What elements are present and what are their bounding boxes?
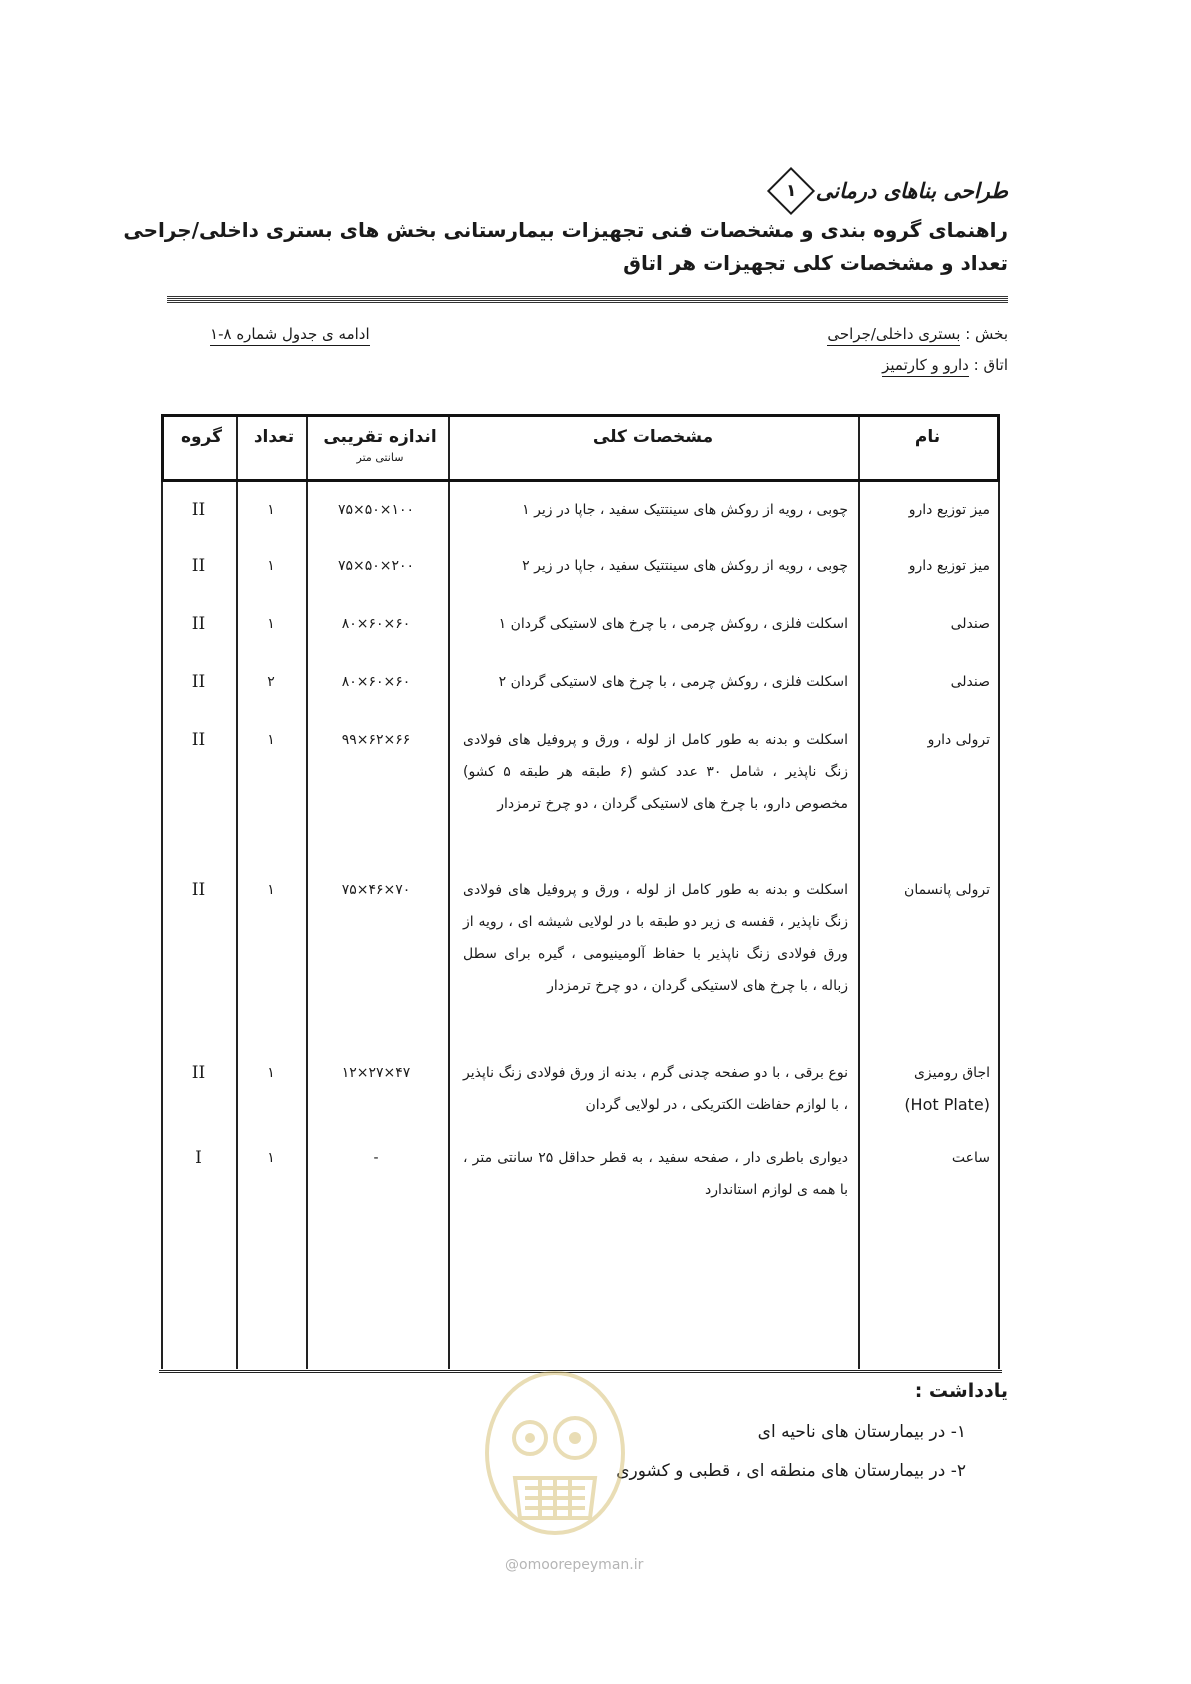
cell-name: ساعت <box>951 1150 990 1166</box>
cell-name-latin: (Hot Plate) <box>904 1095 990 1114</box>
cell-group: II <box>191 500 206 520</box>
room-label: اتاق : <box>973 356 1008 374</box>
notes-title: یادداشت : <box>914 1380 1008 1402</box>
header-size-label: اندازه تقریبی <box>323 427 437 447</box>
table-header <box>161 414 1000 482</box>
cell-group: II <box>191 730 206 750</box>
series-title <box>774 174 1008 208</box>
cell-size: ۱۰۰×۵۰×۷۵ <box>337 502 415 518</box>
series-title-text: طراحی بناهای درمانی <box>815 179 1008 203</box>
cell-size: - <box>373 1150 379 1166</box>
department-value: بستری داخلی/جراحی <box>827 325 960 346</box>
cell-group: II <box>191 880 206 900</box>
column-divider <box>448 414 450 1373</box>
cell-qty: ۱ <box>267 1065 275 1081</box>
cell-size: ۲۰۰×۵۰×۷۵ <box>337 558 415 574</box>
series-number: ۱ <box>785 181 796 202</box>
series-number-badge <box>767 167 815 215</box>
cell-spec: اسکلت فلزی ، روکش چرمی ، با چرخ های لاستیکی گردان ۱ <box>498 616 848 632</box>
cell-spec: دیواری باطری دار ، صفحه سفید ، به قطر حداقل ۲۵ سانتی متر ، با همه ی لوازم استاندارد <box>463 1150 848 1198</box>
cell-group: II <box>191 672 206 692</box>
cell-size: ۶۶×۶۲×۹۹ <box>341 732 411 748</box>
equipment-table <box>161 414 1000 1373</box>
department-line <box>827 325 1008 343</box>
note-item: ۱- در بیمارستان های ناحیه ای <box>757 1422 966 1442</box>
cell-group: I <box>195 1148 202 1168</box>
cell-name: صندلی <box>950 616 990 632</box>
header-size <box>309 417 451 485</box>
header-name: نام <box>914 427 941 447</box>
document-subtitle: تعداد و مشخصات کلی تجهیزات هر اتاق <box>623 251 1008 275</box>
cell-qty: ۱ <box>267 502 275 518</box>
cell-spec: چوبی ، رویه از روکش های سینتتیک سفید ، جاپا در زیر ۱ <box>522 502 848 518</box>
cell-qty: ۱ <box>267 1150 275 1166</box>
cell-qty: ۱ <box>267 732 275 748</box>
cell-qty: ۲ <box>267 674 275 690</box>
cell-group: II <box>191 1063 206 1083</box>
cell-qty: ۱ <box>267 616 275 632</box>
header-divider <box>167 296 1008 303</box>
cell-qty: ۱ <box>267 558 275 574</box>
department-label: بخش : <box>965 325 1008 343</box>
cell-spec: اسکلت و بدنه به طور کامل از لوله ، ورق و پروفیل های فولادی زنگ ناپذیر ، قفسه ی زیر دو طبقه با در لولایی شیشه ای ، رویه از ورق فولادی زنگ ناپذیر با حفاظ آلومینیومی ، گیره برای سطل زباله ، با چرخ های لاستیکی گردان ، دو چرخ ترمزدار <box>463 882 848 994</box>
table-continuation-note: ادامه ی جدول شماره ۸-۱ <box>210 325 370 346</box>
room-line <box>882 356 1008 374</box>
cell-name-fa: اجاق رومیزی <box>913 1065 990 1081</box>
cell-size: ۷۰×۴۶×۷۵ <box>341 882 411 898</box>
watermark-logo <box>480 1368 630 1538</box>
cell-spec: اسکلت فلزی ، روکش چرمی ، با چرخ های لاستیکی گردان ۲ <box>498 674 848 690</box>
cell-size: ۶۰×۶۰×۸۰ <box>341 674 411 690</box>
cell-group: II <box>191 556 206 576</box>
cell-name: ترولی دارو <box>927 732 990 748</box>
note-item: ۲- در بیمارستان های منطقه ای ، قطبی و کشوری <box>616 1461 966 1481</box>
cell-name: میز توزیع دارو <box>908 558 990 574</box>
cell-spec: چوبی ، رویه از روکش های سینتتیک سفید ، جاپا در زیر ۲ <box>522 558 848 574</box>
header-spec: مشخصات کلی <box>592 427 714 447</box>
document-title: راهنمای گروه بندی و مشخصات فنی تجهیزات بیمارستانی بخش های بستری داخلی/جراحی <box>123 218 1008 242</box>
header-qty: تعداد <box>253 427 295 447</box>
cell-name: میز توزیع دارو <box>908 502 990 518</box>
cell-name: ترولی پانسمان <box>904 882 990 898</box>
cell-group: II <box>191 614 206 634</box>
watermark-text: @omoorepeyman.ir <box>505 1557 644 1573</box>
cell-size: ۶۰×۶۰×۸۰ <box>341 616 411 632</box>
cell-name: صندلی <box>950 674 990 690</box>
room-value: دارو و کارتمیز <box>882 356 969 377</box>
cell-size: ۴۷×۲۷×۱۲ <box>341 1065 411 1081</box>
cell-spec: نوع برقی ، با دو صفحه چدنی گرم ، بدنه از ورق فولادی زنگ ناپذیر ، با لوازم حفاظت الکتریکی ، در لولایی گردان <box>463 1065 848 1113</box>
table-border-right <box>998 414 1000 1373</box>
column-divider <box>858 414 860 1373</box>
cell-name <box>870 1057 990 1121</box>
cell-spec: اسکلت و بدنه به طور کامل از لوله ، ورق و پروفیل های فولادی زنگ ناپذیر ، شامل ۳۰ عدد کشو (۶ طبقه هر طبقه ۵ کشو) مخصوص دارو، با چرخ های لاستیکی گردان ، دو چرخ ترمزدار <box>463 732 848 812</box>
cell-qty: ۱ <box>267 882 275 898</box>
header-size-unit: سانتی متر <box>356 451 404 464</box>
header-group: گروه <box>180 427 223 447</box>
